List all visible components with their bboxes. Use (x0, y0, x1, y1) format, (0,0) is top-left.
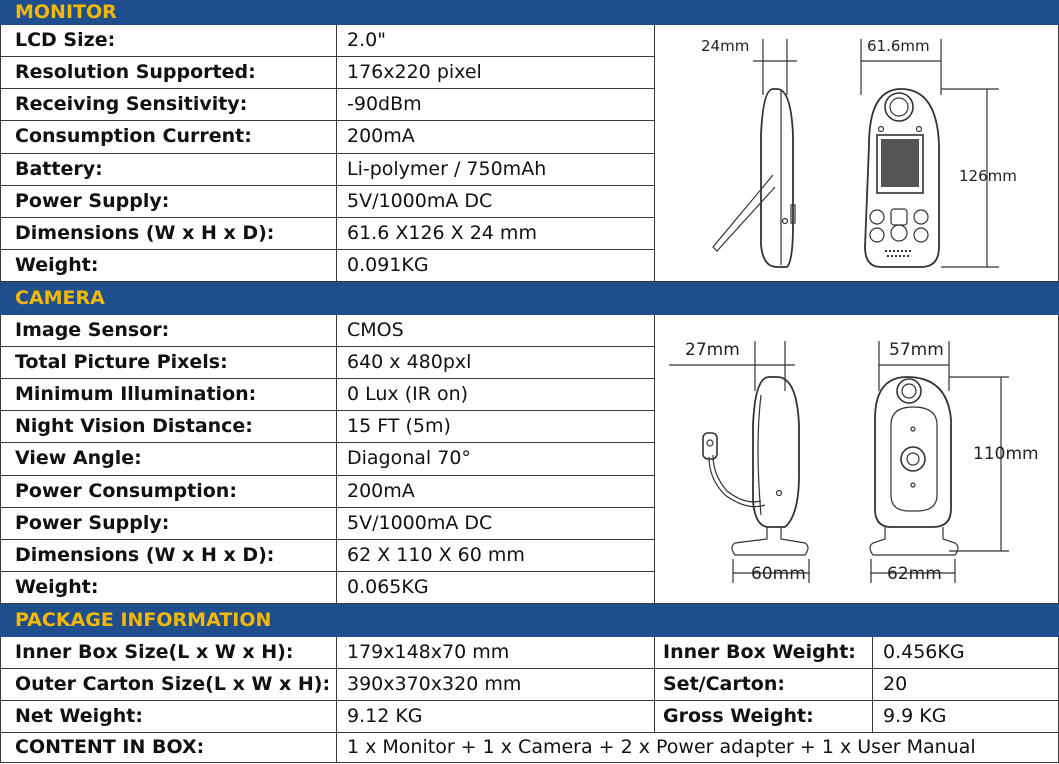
section-header-monitor: MONITOR (1, 1, 1059, 25)
spec-label: Resolution Supported: (1, 57, 337, 89)
spec-value: 0 Lux (IR on) (337, 379, 655, 411)
spec-label: Weight: (1, 571, 337, 603)
spec-value: Li-polymer / 750mAh (337, 153, 655, 185)
spec-value: 200mA (337, 121, 655, 153)
spec-value: 0.065KG (337, 571, 655, 603)
spec-value: 20 (873, 669, 1059, 701)
spec-label: Gross Weight: (655, 701, 873, 733)
dim-height-label: 126mm (959, 167, 1017, 185)
spec-label: Power Supply: (1, 185, 337, 217)
spec-label: Inner Box Weight: (655, 637, 873, 669)
spec-value: 176x220 pixel (337, 57, 655, 89)
spec-value: 9.12 KG (337, 701, 655, 733)
spec-value: 5V/1000mA DC (337, 185, 655, 217)
spec-label: Battery: (1, 153, 337, 185)
spec-label: Dimensions (W x H x D): (1, 217, 337, 249)
spec-label: Weight: (1, 249, 337, 281)
spec-value: 2.0" (337, 25, 655, 57)
dim-base-front-label: 62mm (887, 564, 942, 584)
spec-label: Power Consumption: (1, 475, 337, 507)
spec-label: Net Weight: (1, 701, 337, 733)
section-header-package: PACKAGE INFORMATION (1, 604, 1059, 637)
spec-value: 179x148x70 mm (337, 637, 655, 669)
spec-value: 640 x 480pxl (337, 347, 655, 379)
spec-value: Diagonal 70° (337, 443, 655, 475)
spec-label: Consumption Current: (1, 121, 337, 153)
monitor-dimension-drawing (655, 25, 1059, 281)
monitor-diagram (655, 25, 1059, 282)
spec-value: 61.6 X126 X 24 mm (337, 217, 655, 249)
spec-label: Receiving Sensitivity: (1, 89, 337, 121)
spec-label: Set/Carton: (655, 669, 873, 701)
spec-label: View Angle: (1, 443, 337, 475)
spec-value: 62 X 110 X 60 mm (337, 539, 655, 571)
dim-depth-label: 27mm (685, 340, 740, 360)
section-header-camera: CAMERA (1, 282, 1059, 315)
spec-label: Night Vision Distance: (1, 411, 337, 443)
dim-width-label: 57mm (889, 340, 944, 360)
spec-value: 5V/1000mA DC (337, 507, 655, 539)
spec-label: Outer Carton Size(L x W x H): (1, 669, 337, 701)
spec-label: LCD Size: (1, 25, 337, 57)
spec-value: -90dBm (337, 89, 655, 121)
spec-label: Minimum Illumination: (1, 379, 337, 411)
spec-value: 0.456KG (873, 637, 1059, 669)
camera-dimension-drawing (655, 315, 1059, 603)
spec-value: CMOS (337, 315, 655, 347)
content-in-box-label: CONTENT IN BOX: (1, 733, 337, 763)
spec-value: 15 FT (5m) (337, 411, 655, 443)
spec-value: 200mA (337, 475, 655, 507)
dim-base-side-label: 60mm (751, 564, 806, 584)
dim-height-label: 110mm (973, 444, 1039, 464)
spec-label: Total Picture Pixels: (1, 347, 337, 379)
spec-label: Power Supply: (1, 507, 337, 539)
spec-value: 9.9 KG (873, 701, 1059, 733)
dim-depth-label: 24mm (701, 37, 750, 55)
spec-label: Inner Box Size(L x W x H): (1, 637, 337, 669)
content-in-box-value: 1 x Monitor + 1 x Camera + 2 x Power adapter + 1 x User Manual (337, 733, 1059, 763)
camera-diagram (655, 315, 1059, 604)
dim-width-label: 61.6mm (867, 37, 930, 55)
spec-value: 0.091KG (337, 249, 655, 281)
spec-label: Image Sensor: (1, 315, 337, 347)
spec-value: 390x370x320 mm (337, 669, 655, 701)
spec-label: Dimensions (W x H x D): (1, 539, 337, 571)
